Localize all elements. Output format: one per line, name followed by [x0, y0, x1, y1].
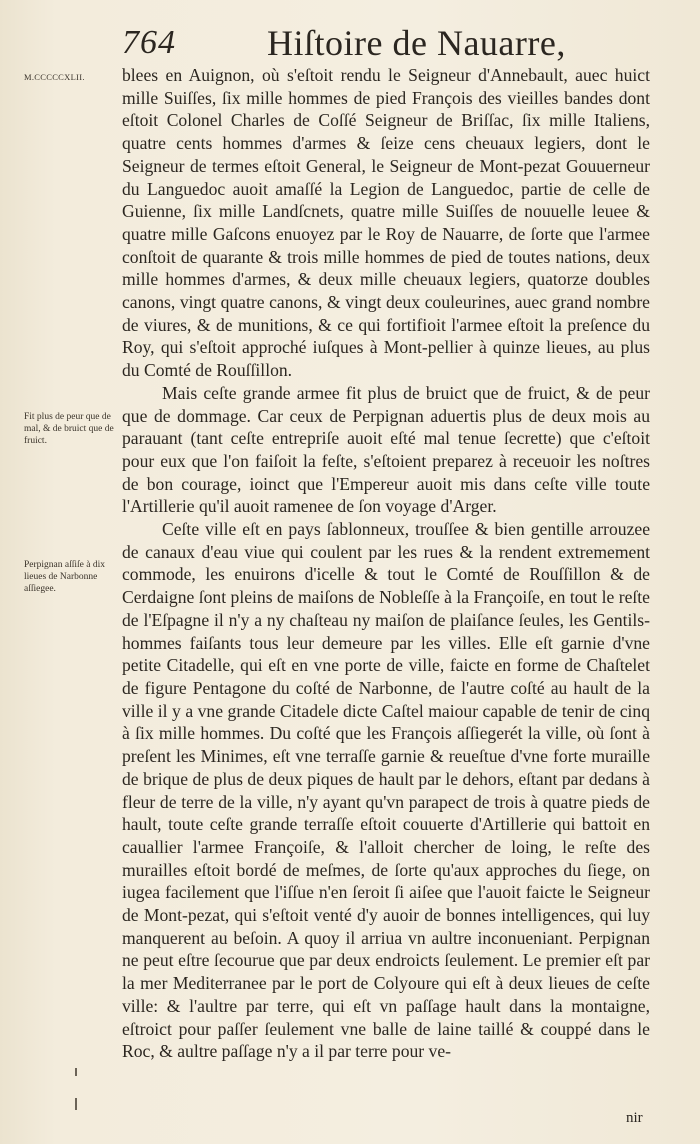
paragraph-army: blees en Auignon, où s'eſtoit rendu le Seigneur d'Annebault, auec huict mille Suiſſes, ſix mille hommes de pied François des vieilles bandes dont eſtoit Colonel Charles de Coſſé Seigneur de Briſſac, ſix mille Italiens, quatre cents hommes d'armes & ſeize cens cheuaux legiers, dont le Seigneur de termes eſtoit General, le Seigneur de Mont-pezat Gouuerneur du Languedoc auoit amaſſé la Legion de Languedoc, partie de celle de Guienne, ſix mille Landſcnets, quatre mille Suiſſes de nouuelle leuee & quatre mille Gaſcons enuoyez par le Roy de Nauarre, de ſorte que l'armee conſtoit de quarante & trois mille hommes de pied de toutes nations, deux mille hommes d'armes, & deux mille cheuaux legiers, quatorze doubles canons, vingt quatre canons, & vingt deux couleurines, auec grand nombre de viures, & de munitions, & ce qui fortifioit l'armee eſtoit la preſence du Roy, qui s'eſtoit approché iuſques à Mont-pellier à quinze lieues, au plus du Comté de Rouſſillon. [122, 65, 650, 381]
paragraph-perpignan: Ceſte ville eſt en pays ſablonneux, trouſſee & bien gentille arrouzee de canaux d'eau viue qui coulent par les rues & la rendent extremement commode, les enuirons d'icelle & tout le Comté de Rouſſillon & de Cerdaigne ſont pleins de maiſons de Nobleſſe à la Françoiſe, en tout le reſte de l'Eſpagne il n'y a ny chaſteau ny maiſon de plaiſance ſeules, les Gentils-hommes faiſants tous leur demeure par les villes. Elle eſt garnie d'vne petite Citadelle, qui eſt en vne porte de ville, faicte en forme de Chaſtelet de figure Pentagone du coſté de Narbonne, de l'autre coſté au hault de la ville il y a vne grande Citadele dicte Caſtel maiour capable de tenir de cinq à ſix mille hommes. Du coſté que les François aſſiegerét la ville, où ſont à preſent les Minimes, eſt vne terraſſe garnie & reueſtue d'vne forte muraille de brique de plus de deux piques de hault par le dehors, eſtant par dedans à fleur de terre de la ville, n'y ayant qu'vn parapect de trois à quatre pieds de hault, toute ceſte grande terraſſe eſtoit couuerte d'Artillerie qui battoit en cauallier l'armee Françoiſe, & l'alloit chercher de loing, le reſte des murailles eſtoit bordé de meſmes, de ſorte qu'aux approches du ſiege, on iugea facilement que l'iſſue n'en ſeroit ſi aiſee que l'auoit faicte le Seigneur de Mont-pezat, qui s'eſtoit venté d'y auoir de bonnes intelligences, qui luy manquerent au beſoin. A quoy il arriua vn aultre inconueniant. Perpignan ne peut eſtre ſecourue que par deux endroicts ſeulement. Le premier eſt par la mer Mediterranee par le port de Colyoure qui eſt à deux lieues de ceſte ville: & l'aultre par terre, qui eſt vn paſſage hault dans la montaigne, eſtroict pour paſſer ſeulement vne balle de laine taillé & couppé dans le Roc, & aultre paſſage n'y a il par terre pour ve- [122, 519, 650, 1062]
margin-mark [75, 1098, 77, 1110]
body-text [122, 64, 650, 1063]
margin-note-perpignan: Perpignan aſſiſe à dix lieues de Narbonne aſſiegee. [24, 560, 105, 594]
margin-note-year: M.CCCCCXLII. [24, 72, 85, 82]
page-number: 764 [122, 24, 176, 61]
paragraph-bruict: Mais ceſte grande armee fit plus de bruict que de fruict, & de peur que de dommage. Car ceux de Perpignan aduertis plus de deux mois au parauant (tant ceſte entrepriſe auoit eſté mal tenue ſecrette) que c'eſtoit pour eux que l'on faiſoit la feſte, s'eſtoient preparez à receuoir les noſtres de bon courage, ioinct que l'Empereur auoit mis dans ceſte ville toute l'Artillerie qu'il auoit ramenee de ſon voyage d'Arger. [122, 382, 650, 517]
running-title: Hiſtoire de Nauarre, [267, 23, 566, 63]
margin-mark [75, 1068, 77, 1076]
catchword: nir [626, 1110, 643, 1126]
margin-note-bruict: Fit plus de peur que de mal, & de bruict que de fruict. [24, 412, 114, 446]
page-header [0, 18, 700, 68]
